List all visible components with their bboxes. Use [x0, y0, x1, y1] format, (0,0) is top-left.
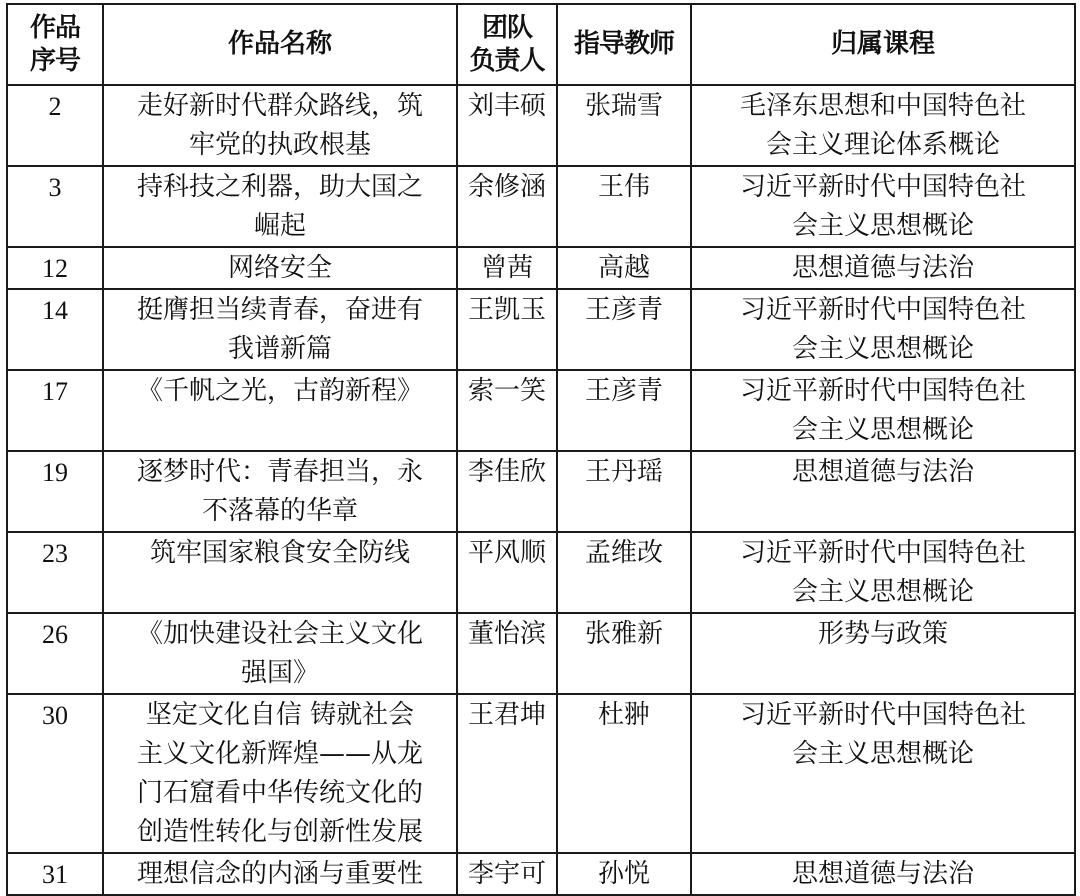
cell-no: 17	[7, 370, 103, 451]
cell-teacher: 王彦青	[557, 370, 691, 451]
cell-name-line: 《千帆之光，古韵新程》	[136, 376, 423, 406]
cell-course-line: 习近平新时代中国特色社	[739, 538, 1026, 568]
cell-no: 12	[7, 247, 103, 289]
table-row	[7, 613, 1075, 694]
header-leader: 团队 负责人	[457, 4, 557, 85]
cell-course-line: 习近平新时代中国特色社	[739, 295, 1026, 325]
cell-no: 26	[7, 613, 103, 694]
cell-name-line: 崛起	[253, 211, 306, 241]
table-row	[7, 853, 1075, 895]
cell-course	[691, 532, 1075, 613]
cell-name-line: 我谱新篇	[227, 334, 332, 364]
header-no: 作品 序号	[7, 4, 103, 85]
works-table	[6, 3, 1076, 896]
cell-course-line: 会主义思想概论	[791, 334, 974, 364]
table-row	[7, 289, 1075, 370]
table-row	[7, 166, 1075, 247]
cell-course-line: 会主义思想概论	[791, 577, 974, 607]
cell-course	[691, 289, 1075, 370]
header-name: 作品名称	[103, 4, 457, 85]
cell-name-line: 强国》	[240, 658, 319, 688]
cell-course-line: 会主义思想概论	[791, 211, 974, 241]
cell-no: 31	[7, 853, 103, 895]
cell-course-line: 会主义理论体系概论	[765, 130, 1000, 160]
cell-leader: 李宇可	[457, 853, 557, 895]
cell-course-line: 毛泽东思想和中国特色社	[739, 91, 1026, 121]
table-row	[7, 247, 1075, 289]
cell-name	[103, 289, 457, 370]
cell-name	[103, 370, 457, 451]
cell-course-line: 形势与政策	[817, 619, 948, 649]
cell-leader: 王凯玉	[457, 289, 557, 370]
cell-course	[691, 166, 1075, 247]
cell-name-line: 牢党的执政根基	[188, 130, 371, 160]
cell-course-line: 习近平新时代中国特色社	[739, 700, 1026, 730]
cell-no: 23	[7, 532, 103, 613]
cell-name	[103, 166, 457, 247]
table-body	[7, 85, 1075, 895]
cell-name-line: 《加快建设社会主义文化	[136, 619, 423, 649]
cell-teacher: 高越	[557, 247, 691, 289]
cell-teacher: 王伟	[557, 166, 691, 247]
table-row	[7, 451, 1075, 532]
cell-course-line: 思想道德与法治	[791, 457, 974, 487]
header-teacher: 指导教师	[557, 4, 691, 85]
cell-name	[103, 613, 457, 694]
cell-teacher: 王丹瑶	[557, 451, 691, 532]
header-course: 归属课程	[691, 4, 1075, 85]
cell-name-line: 坚定文化自信 铸就社会	[145, 700, 415, 730]
table-row	[7, 370, 1075, 451]
header-row	[7, 4, 1075, 85]
cell-name-line: 理想信念的内涵与重要性	[136, 859, 423, 889]
cell-no: 14	[7, 289, 103, 370]
cell-no: 3	[7, 166, 103, 247]
cell-name	[103, 532, 457, 613]
cell-teacher: 杜翀	[557, 694, 691, 853]
cell-name-line: 主义文化新辉煌——从龙	[136, 739, 423, 769]
cell-course	[691, 85, 1075, 166]
cell-teacher: 张雅新	[557, 613, 691, 694]
cell-course	[691, 694, 1075, 853]
cell-course	[691, 853, 1075, 895]
cell-name-line: 网络安全	[227, 253, 332, 283]
cell-course-line: 会主义思想概论	[791, 739, 974, 769]
cell-leader: 余修涵	[457, 166, 557, 247]
cell-course-line: 思想道德与法治	[791, 253, 974, 283]
cell-name	[103, 247, 457, 289]
cell-leader: 刘丰硕	[457, 85, 557, 166]
cell-name-line: 创造性转化与创新性发展	[136, 817, 423, 847]
cell-leader: 平风顺	[457, 532, 557, 613]
cell-teacher: 王彦青	[557, 289, 691, 370]
cell-no: 30	[7, 694, 103, 853]
cell-leader: 王君坤	[457, 694, 557, 853]
cell-teacher: 孟维改	[557, 532, 691, 613]
cell-name	[103, 853, 457, 895]
cell-teacher: 张瑞雪	[557, 85, 691, 166]
cell-name-line: 走好新时代群众路线，筑	[136, 91, 423, 121]
cell-course	[691, 613, 1075, 694]
cell-name-line: 持科技之利器，助大国之	[136, 172, 423, 202]
cell-name	[103, 451, 457, 532]
cell-course-line: 思想道德与法治	[791, 859, 974, 889]
cell-name-line: 筑牢国家粮食安全防线	[149, 538, 410, 568]
cell-teacher: 孙悦	[557, 853, 691, 895]
cell-leader: 董怡滨	[457, 613, 557, 694]
cell-no: 2	[7, 85, 103, 166]
cell-course	[691, 247, 1075, 289]
cell-name-line: 门石窟看中华传统文化的	[136, 778, 423, 808]
cell-course-line: 习近平新时代中国特色社	[739, 172, 1026, 202]
cell-no: 19	[7, 451, 103, 532]
cell-leader: 李佳欣	[457, 451, 557, 532]
cell-course	[691, 451, 1075, 532]
cell-course-line: 习近平新时代中国特色社	[739, 376, 1026, 406]
cell-course-line: 会主义思想概论	[791, 415, 974, 445]
cell-leader: 索一笑	[457, 370, 557, 451]
cell-name-line: 挺膺担当续青春，奋进有	[136, 295, 423, 325]
table-row	[7, 85, 1075, 166]
cell-name-line: 不落幕的华章	[201, 496, 358, 526]
table-row	[7, 532, 1075, 613]
table-row	[7, 694, 1075, 853]
cell-name-line: 逐梦时代：青春担当，永	[136, 457, 423, 487]
cell-name	[103, 694, 457, 853]
cell-leader: 曾茜	[457, 247, 557, 289]
cell-name	[103, 85, 457, 166]
cell-course	[691, 370, 1075, 451]
